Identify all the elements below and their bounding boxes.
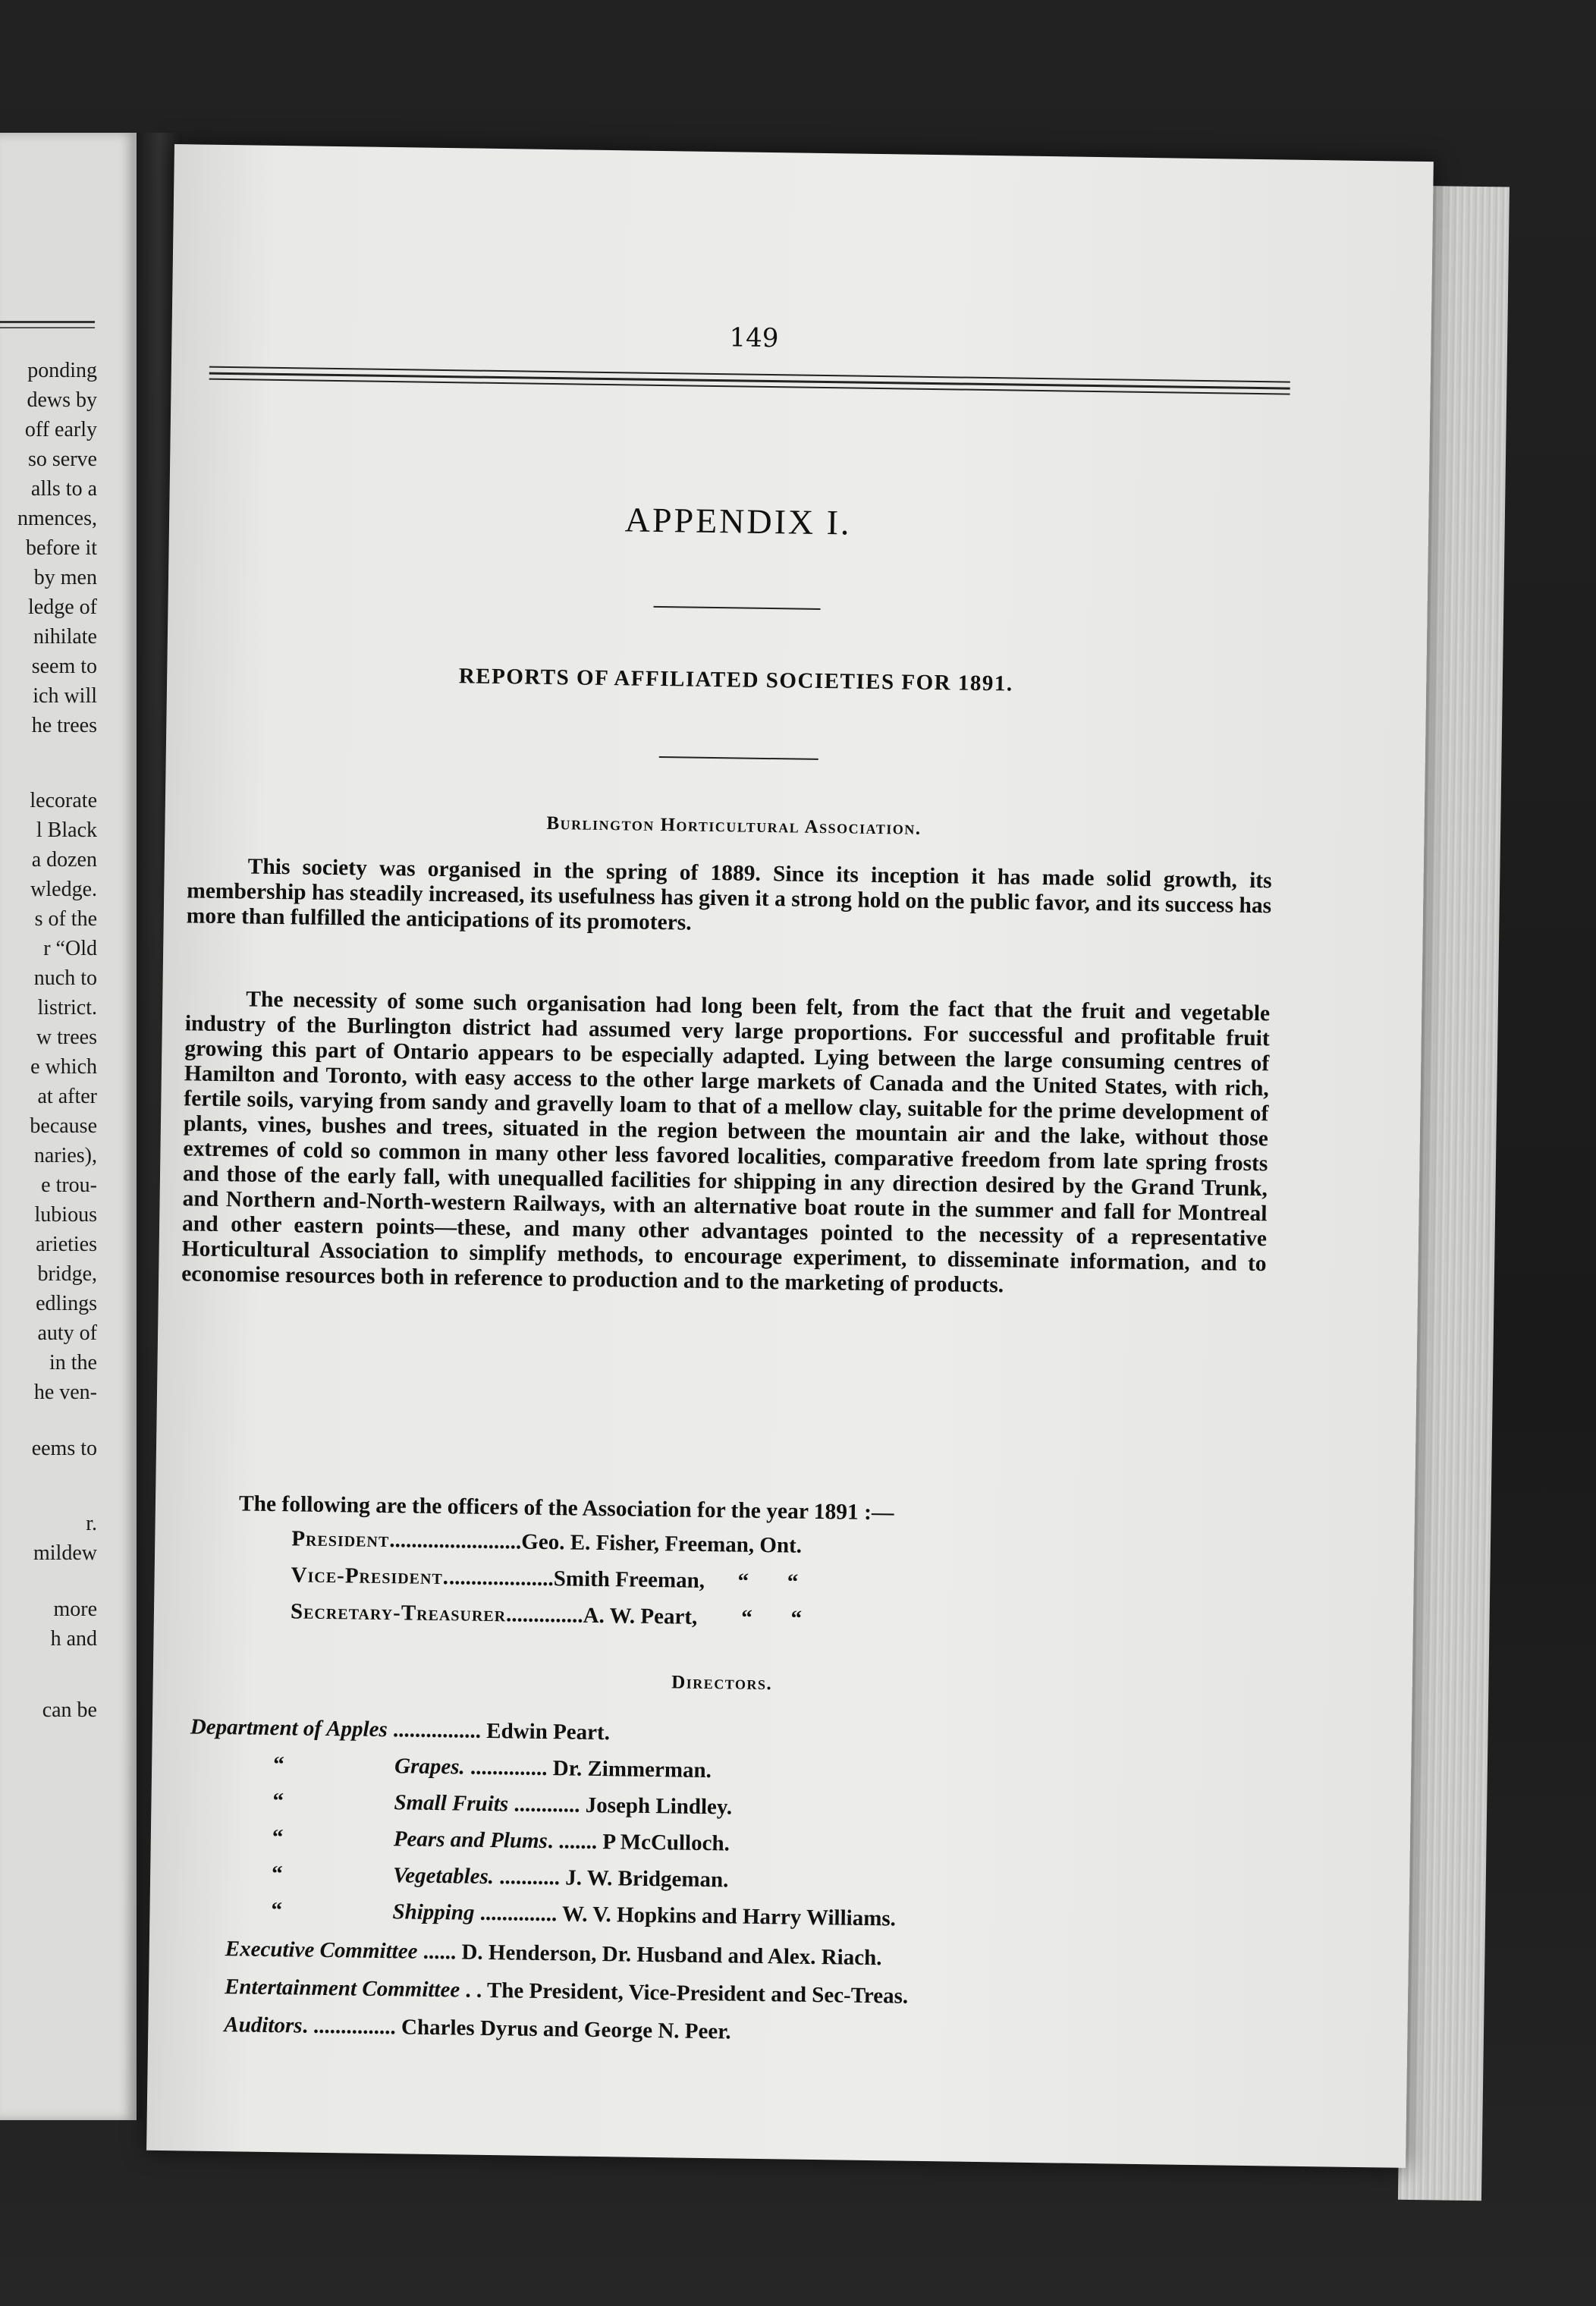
officer-name: A. W. Peart, “ “ — [583, 1603, 803, 1631]
previous-page-line: arieties — [36, 1233, 97, 1256]
director-row-auditors — [224, 2012, 731, 2044]
director-name: W. V. Hopkins and Harry Williams. — [561, 1902, 897, 1931]
previous-page-line: e trou- — [41, 1173, 97, 1197]
director-name: P McCulloch. — [602, 1830, 730, 1856]
officer-role: Vice-President. — [291, 1563, 450, 1590]
previous-page-line: a dozen — [31, 848, 97, 872]
previous-page-line: he trees — [31, 714, 97, 737]
leader-dots: . ....... — [547, 1829, 598, 1854]
previous-page-line: w trees — [36, 1026, 97, 1049]
director-department: Vegetables. — [392, 1863, 495, 1890]
previous-page-line: listrict. — [37, 996, 97, 1019]
previous-page-line: dews by — [27, 388, 97, 412]
previous-page-line: l Black — [36, 818, 97, 842]
previous-page-line: in the — [49, 1351, 97, 1374]
director-row-shipping — [271, 1898, 896, 1931]
previous-page-line: naries), — [33, 1144, 97, 1167]
leader-dots: ...... — [417, 1939, 457, 1965]
leader-dots: . ............... — [302, 2013, 397, 2040]
ditto-mark: “ — [272, 1752, 284, 1777]
committee-members: D. Henderson, Dr. Husband and Alex. Riach. — [461, 1940, 882, 1971]
leader-dots: .............. — [505, 1602, 583, 1628]
officers-intro: The following are the officers of the Association for the year 1891 :— — [238, 1491, 894, 1525]
leader-dots: ............ — [507, 1792, 580, 1817]
director-name: J. W. Bridgeman. — [565, 1865, 729, 1893]
page-number: 149 — [729, 322, 779, 354]
previous-page-rule — [0, 327, 95, 328]
director-department: Grapes. — [394, 1754, 466, 1780]
director-department: Pears and Plums — [393, 1827, 548, 1854]
ditto-mark: “ — [272, 1789, 284, 1814]
previous-page-line: alls to a — [30, 477, 97, 501]
ditto-mark: “ — [272, 1825, 284, 1850]
director-department: Department of Apples — [190, 1714, 388, 1742]
appendix-title: APPENDIX I. — [624, 500, 852, 542]
previous-page-line: lecorate — [30, 789, 97, 812]
director-name: Joseph Lindley. — [585, 1792, 733, 1820]
leader-dots: . . — [460, 1978, 482, 2003]
director-row-pears-plums — [272, 1825, 730, 1856]
ditto-mark: “ — [271, 1861, 283, 1887]
title-divider — [654, 606, 821, 610]
previous-page-line: wledge. — [30, 878, 97, 901]
previous-page-line: before it — [25, 536, 97, 560]
previous-page-line: lubious — [34, 1203, 97, 1227]
ditto-mark: “ — [271, 1898, 283, 1923]
previous-page-line: seem to — [31, 655, 97, 678]
previous-page-line: nmences, — [17, 507, 97, 530]
leader-dots: .............. — [474, 1900, 558, 1927]
officer-row-president — [291, 1526, 802, 1558]
previous-page-fragment — [0, 133, 137, 2120]
previous-page-line: ponding — [27, 359, 97, 382]
previous-page-line: so serve — [28, 448, 97, 471]
committee-label: Executive Committee — [225, 1937, 418, 1964]
committee-label: Auditors — [224, 2012, 303, 2038]
previous-page-rule — [0, 321, 95, 323]
officer-name: Geo. E. Fisher, Freeman, Ont. — [521, 1529, 803, 1558]
previous-page-line: by men — [33, 566, 97, 589]
director-row-apples — [190, 1714, 611, 1745]
previous-page-line: e which — [30, 1055, 97, 1079]
previous-page-line: s of the — [34, 907, 97, 931]
officer-row-secretary-treasurer — [291, 1599, 802, 1631]
previous-page-line: because — [30, 1114, 97, 1138]
paragraph-necessity: The necessity of some such organisation had long been felt, from the fact that the fruit and vegetable industry of the Burlington district had assumed very large proportions. For successful and profitable fruit growing this part of Ontario appears to be especially adapted. Lying between the large consuming centres of Hamilton and Toronto, with easy access to the other large markets of Canada and the United States, with rich, fertile soils, varying from sandy and gravelly loam to that of a mellow clay, suitable for the prime development of plants, vines, bushes and trees, situated in the region between the mountain air and the lake, without those extremes of cold so common in many other less favored localities, comparative freedom from late spring frosts and those of the early fall, with unequalled facilities for shipping in any direction desired by the Grand Trunk, and Northern and-North-western Railways, with an alternative boat route in the summer and fall for Montreal and other eastern points—these, and many other advantages pointed to the necessity of a representative Horticultural Association to simplify methods, to encourage experiment, to disseminate information, and to economise resources both in reference to production and to the marketing of products. — [181, 987, 1271, 1298]
officer-role: President — [291, 1526, 390, 1553]
subtitle-divider — [659, 756, 818, 760]
previous-page-line: ich will — [33, 684, 97, 708]
director-row-executive — [225, 1937, 882, 1971]
director-row-grapes — [273, 1752, 712, 1783]
previous-page-line: ledge of — [28, 595, 97, 619]
association-heading: Burlington Horticultural Association. — [546, 812, 922, 839]
director-row-entertainment — [225, 1975, 909, 2009]
director-name: Edwin Peart. — [486, 1718, 611, 1745]
previous-page-line: mildew — [33, 1541, 97, 1565]
previous-page-line: nihilate — [33, 625, 97, 649]
previous-page-line: more — [53, 1598, 97, 1621]
officer-row-vice-president — [291, 1563, 798, 1594]
committee-members: The President, Vice-President and Sec-Treas. — [486, 1978, 909, 2009]
previous-page-line: auty of — [37, 1321, 97, 1345]
leader-dots: ........... — [493, 1865, 561, 1890]
leader-dots: ................ — [387, 1717, 482, 1743]
officer-name: Smith Freeman, “ “ — [553, 1566, 799, 1594]
leader-dots: ........................ — [389, 1528, 522, 1554]
previous-page-line: nuch to — [33, 966, 97, 990]
book-page — [146, 144, 1434, 2168]
director-name: Dr. Zimmerman. — [552, 1756, 712, 1783]
officer-role: Secretary-Treasurer — [290, 1599, 507, 1627]
leader-dots: .............. — [464, 1755, 548, 1781]
previous-page-line: r “Old — [43, 937, 97, 960]
reports-subtitle: REPORTS OF AFFILIATED SOCIETIES FOR 1891. — [458, 664, 1013, 696]
previous-page-line: bridge, — [37, 1262, 97, 1286]
previous-page-line: h and — [50, 1627, 97, 1651]
director-row-small-fruits — [272, 1789, 732, 1820]
previous-page-line: r. — [86, 1512, 97, 1535]
leader-dots: ................... — [448, 1565, 555, 1591]
previous-page-line: he ven- — [33, 1381, 97, 1404]
committee-members: Charles Dyrus and George N. Peer. — [401, 2015, 731, 2044]
paragraph-inception: This society was organised in the spring of 1889. Since its inception it has made solid growth, its membership has steadily increased, its usefulness has given it a strong hold on the public favor, and its success has more than fulfilled the anticipations of its promoters. — [186, 854, 1272, 935]
previous-page-line: eems to — [31, 1437, 97, 1460]
previous-page-line: can be — [42, 1698, 97, 1722]
committee-label: Entertainment Committee — [224, 1975, 460, 2003]
director-department: Shipping — [392, 1899, 475, 1925]
previous-page-line: edlings — [36, 1292, 97, 1315]
director-department: Small Fruits — [394, 1790, 509, 1817]
directors-heading: Directors. — [671, 1672, 773, 1695]
director-row-vegetables — [272, 1861, 729, 1893]
previous-page-line: at after — [37, 1085, 97, 1108]
previous-page-line: off early — [24, 418, 97, 441]
